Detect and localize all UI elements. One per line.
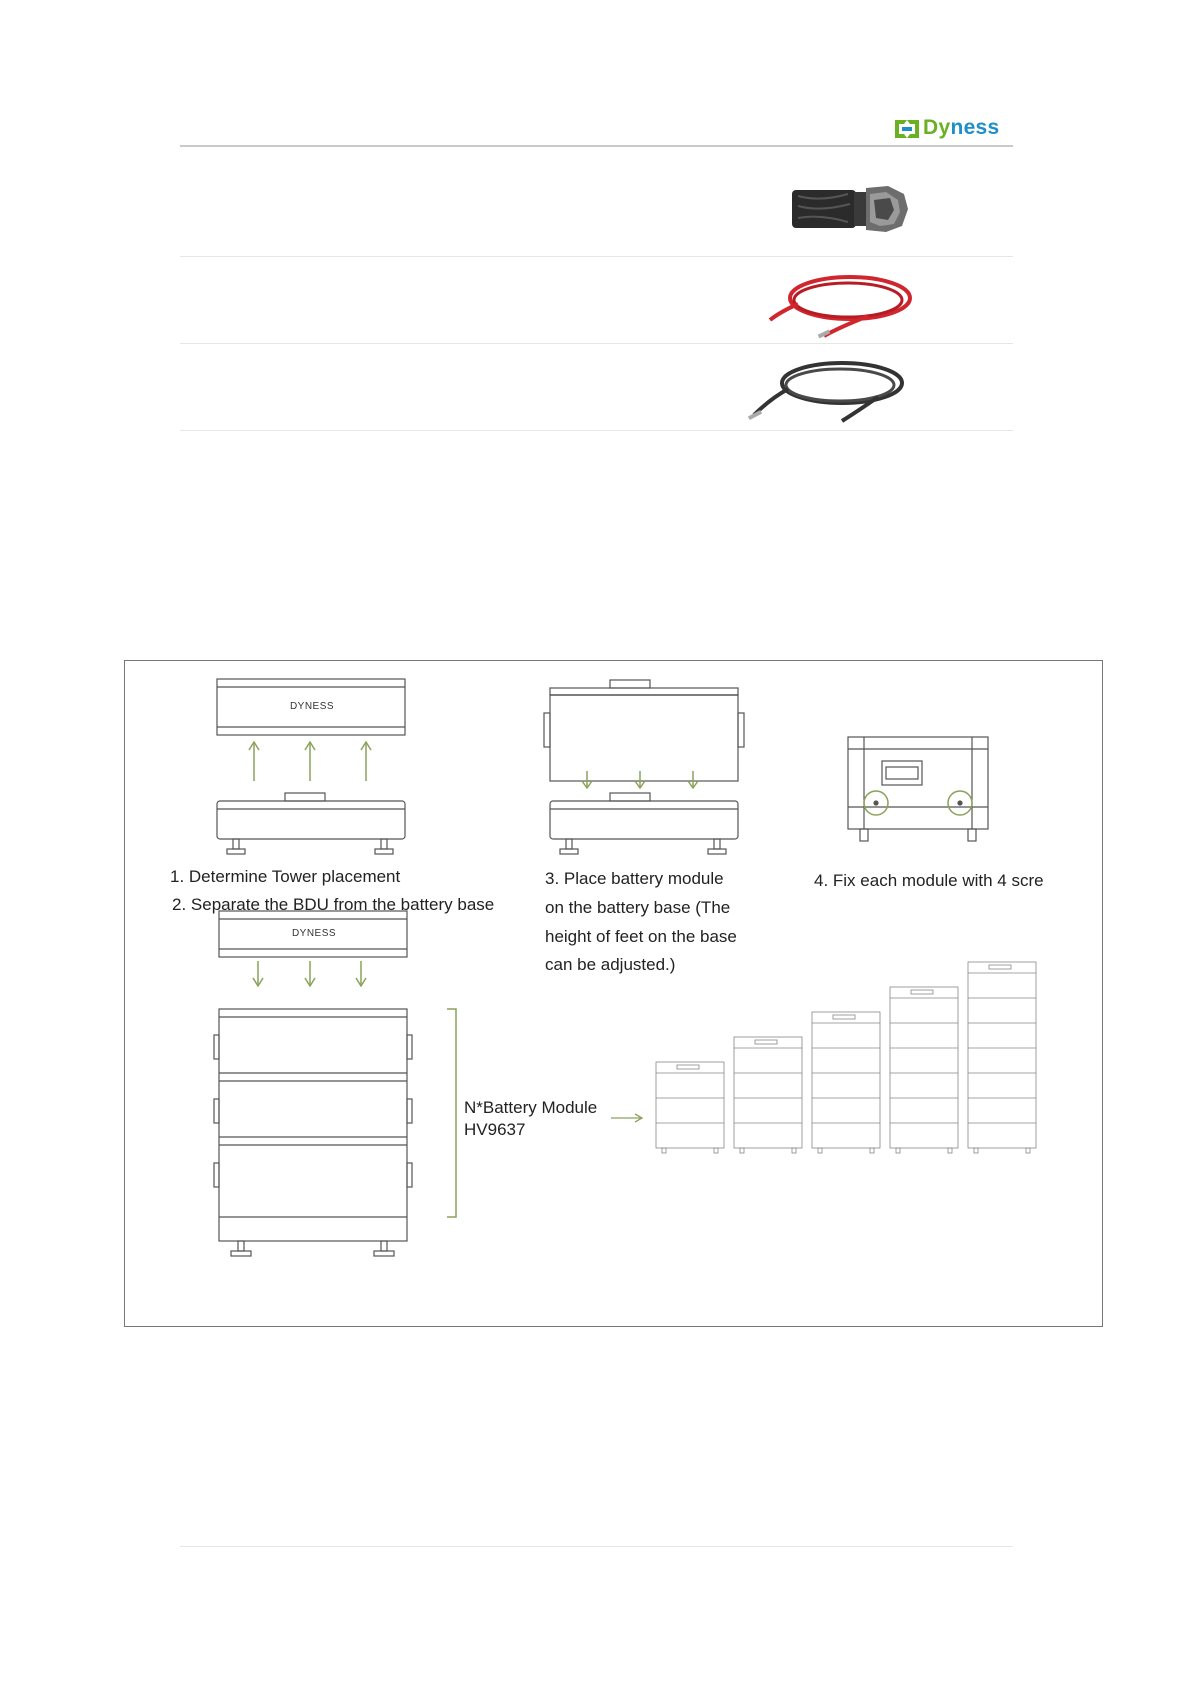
tower-config — [734, 1037, 802, 1153]
footer-rule — [180, 1546, 1013, 1547]
table-rule — [180, 430, 1013, 431]
installation-diagram — [124, 660, 1103, 1327]
tower-config — [890, 987, 958, 1153]
step-3-line: 3. Place battery module — [545, 869, 724, 888]
step-3-line: can be adjusted.) — [545, 955, 676, 974]
bdu-brand-label: DYNESS — [289, 701, 335, 712]
module-model-label: HV9637 — [464, 1120, 526, 1139]
arrow-down-icon — [253, 961, 366, 986]
tower-config — [812, 1012, 880, 1153]
module-place-drawing — [544, 680, 744, 854]
table-rule — [180, 256, 1013, 257]
red-cable-icon — [768, 268, 916, 344]
black-cable-icon — [748, 355, 908, 427]
dyness-logo — [893, 117, 1010, 141]
module-label: N*Battery Module — [464, 1098, 598, 1117]
installation-drawings — [125, 661, 1102, 1326]
header-rule — [180, 145, 1013, 147]
step-4-label: 4. Fix each module with 4 scre — [814, 871, 1044, 890]
logo-text — [923, 116, 1000, 140]
screw-fix-drawing — [848, 737, 988, 841]
tower-stack-drawing — [214, 911, 456, 1256]
step-3-line: height of feet on the base — [545, 927, 737, 946]
cable-gland-icon — [790, 184, 910, 234]
tower-configurations — [656, 962, 1036, 1153]
bdu-brand-label: DYNESS — [291, 928, 337, 939]
tower-config — [968, 962, 1036, 1153]
arrow-up-icon — [249, 742, 371, 781]
step-3-line: on the battery base (The — [545, 898, 731, 917]
logo-mark-icon — [893, 118, 921, 140]
logo-text-part: Dy — [923, 116, 951, 139]
arrow-right-icon — [611, 1114, 642, 1122]
logo-text-part: ness — [950, 116, 1000, 139]
step-1-label: 1. Determine Tower placement — [170, 867, 401, 886]
tower-config — [656, 1062, 724, 1153]
step-2-label: 2. Separate the BDU from the battery base — [172, 895, 495, 914]
table-rule — [180, 343, 1013, 344]
